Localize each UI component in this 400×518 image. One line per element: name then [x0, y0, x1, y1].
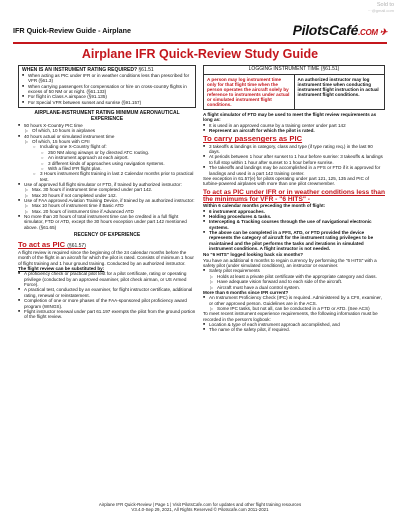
list-item: ○ 3 Hours instrument flight training in last 2 Calendar months prior to practical test.	[18, 171, 196, 182]
list-item: ■ No more than 20 hours of total instrument time can be credited in a full flight simulator, FTD or ATD, except the 30 hours exception under part 142 mentioned above. (§61.65)	[18, 214, 196, 230]
watermark-email: ···@gmail.com	[367, 8, 394, 13]
header-divider	[13, 42, 387, 44]
list-item: ■ For Special VFR between sunset and sunrise (§91.157)	[22, 100, 192, 105]
list-item: ■ It is used in an approved course by a training center under part 142	[203, 123, 385, 128]
right-column	[203, 65, 385, 333]
list-item: ■ A practical test, conducted by an examiner, for flight instructor certificate, additional rating, renewal or reinstatement.	[18, 287, 196, 298]
flight-review-paragraph: A flight review is required since the beginning of the 24 calendar months before the month of the flight in an aircraft for which the pilot is rated. Consists of minimum 1 hour of flight training and 1 hour ground training. Conducted by an authorized instructor.	[18, 250, 194, 266]
ipc-question: More than 6 months since IFR current?	[203, 289, 289, 295]
list-item: ■ The above can be completed in a FFS, ATD, or FTD provided the device represents the category of aircraft for the instrument rating privileges to be maintained and the pilot performs the tasks and iterations in simulated instrument conditions. A flight instructor is not needed.	[203, 230, 385, 251]
logging-instructor-text: An authorized instructor may log instrument time when conducting instrument flight instruction in actual instrument flight conditions.	[297, 76, 379, 98]
list-item: ■ Location & type of each instrument approach accomplished, and	[203, 322, 385, 327]
list-item: ■ Holding procedures & tasks.	[203, 214, 385, 219]
logbook-list	[203, 322, 385, 333]
list-item: ▷ Have adequate vision forward and to each side of the aircraft.	[203, 279, 385, 284]
rating-required-title: WHEN IS AN INSTRUMENT RATING REQUIRED? §61.51	[22, 66, 154, 73]
recency-title: RECENCY OF EXPERIENCE	[73, 231, 141, 238]
list-item: ■ At periods between 1 hour after sunset to 1 hour before sunrise: 3 takeoffs & landings to full stop within 1 hour after sunset to 1 hour before sunrise.	[203, 154, 385, 165]
airplane-icon: ✈	[379, 27, 387, 37]
ffs-intro: A flight simulator of FTD may be used to meet the flight review requirements as long as:	[203, 111, 377, 123]
logging-person-text: A person may log instrument time only for that flight time when the person operates the aircraft solely by reference to instruments under actual or simulated instrument flight conditions.	[204, 75, 295, 109]
logging-title: LOGGING INSTRUMENT TIME (§61.51)	[204, 66, 384, 75]
six-hits-list	[203, 209, 385, 252]
watermark-sold-to: Sold to	[376, 2, 394, 8]
list-item: ■ Use of approved full flight simulator or FTD, if trained by authorized instructor:	[18, 182, 196, 187]
carry-passengers-list	[203, 144, 385, 176]
list-item: ▷ Max 10 hours of instrument time if Basic ATD	[18, 203, 196, 208]
watermark	[368, 3, 394, 13]
list-item: ■ For flight in Class A airspace (§91.135)	[22, 94, 192, 99]
lapsed-paragraph: You have an additional 6 months to regain currency by performing the "6 HITS" with a safety pilot (under simulated conditions), an instructor or examiner.	[203, 257, 377, 269]
logo-suffix: .COM	[358, 28, 378, 37]
list-item: ○ 3 different kinds of approaches using navigation systems.	[18, 161, 196, 166]
list-item: ■ Use of FAA approved Aviation Training Device, if trained by an authorized instructor:	[18, 198, 196, 203]
ifr-currency-heading: To act as PIC under IFR or in weather conditions less than the minimums for VFR - "6 HITS" -	[203, 188, 385, 203]
list-item: ▷ Some IPC tasks, but not all, can be conducted in a FTD or ATD. (See ACS)	[203, 306, 385, 311]
list-item: ■ When carrying passengers for compensation or hire on cross-country flights in excess of 50 NM or at night. (§61.133)	[22, 84, 192, 95]
page-footer	[0, 502, 400, 513]
logging-instrument-time-box	[203, 65, 385, 110]
left-column	[18, 65, 196, 320]
footer-line-2: V3.4.0-Sep 29, 2021, All Rights Reserved © Pilotscafe.com 2011-2021	[131, 507, 269, 513]
list-item: ▷ Max. 30 hours if instrument time completed under part 142.	[18, 187, 196, 192]
list-item: ▷ Of which, 10 hours in airplanes	[18, 128, 196, 133]
list-item: ■ The takeoffs and landings may be accomplished in a FFS or FTD if it is approved for landings and used in a part 142 training center.	[203, 165, 385, 176]
list-item: ○ An instrument approach at each airport.	[18, 155, 196, 160]
list-item: ■ Safety pilot requirements	[203, 268, 385, 273]
list-item: ■ 3 takeoffs & landings in category, class and type (if type rating req.) in the last 90 days.	[203, 144, 385, 155]
substitute-list	[18, 271, 196, 319]
list-item: ■ 50 hours X-Country PIC time	[18, 123, 196, 128]
pilotscafe-logo[interactable]	[293, 22, 387, 38]
ipc-list	[203, 295, 385, 311]
rating-required-box	[18, 65, 196, 108]
list-item: ■ Completion of one or more phases of the FAA-sponsored pilot proficiency award program (WINGS).	[18, 298, 196, 309]
list-item: ▷ Max 20 hours if not completed under 142.	[18, 193, 196, 198]
ifr-currency-sub: Within 6 calendar months preceding the month of flight:	[203, 203, 326, 209]
list-item: ▷ Of which, 15 hours with CFII	[18, 139, 196, 144]
logbook-paragraph: To meet recent instrument experience requirements, the following information must be recorded in the person's logbook:	[203, 311, 378, 322]
safety-pilot-list	[203, 268, 385, 289]
list-item: ■ Represent an aircraft for which the pilot is rated.	[203, 128, 385, 133]
list-item: ■ Flight instructor renewal under part 61.197 exempts the pilot from the ground portion of the flight review.	[18, 309, 196, 320]
list-item: ■ The name of the safety pilot, if required.	[203, 327, 385, 332]
list-item: ○ With a filed IFR flight plan.	[18, 166, 196, 171]
list-item: ■ A proficiency check or practical pilot test for a pilot certificate, rating or operating privilege (conducted by an approved examiner, pilot check airman, or US Armed Force).	[18, 271, 196, 287]
logo-text: PilotsCafé	[292, 22, 359, 38]
exception-note: See exception in 61.57(e) for pilots operating under part 121, 125, 135 and PIC of turbine-powered airplanes with more than one pilot crewmember.	[203, 175, 369, 187]
footer-line-1: Airplane IFR Quick-Review | Page 1 | Visit PilotsCafe.com for updates and other flight training resources	[98, 502, 302, 507]
ffs-list	[203, 123, 385, 134]
list-item: ■ 6 instrument approaches.	[203, 209, 385, 214]
list-item: ▷ Aircraft must have a dual control system.	[203, 285, 385, 290]
list-item: ■ Intercepting & Tracking courses through the use of navigational electronic systems.	[203, 219, 385, 230]
list-item: ○ Including one X-Country flight of:	[18, 144, 196, 149]
aero-experience-title: AIRPLANE-INSTRUMENT RATING MINIMUM AERONAUTICAL EXPERIENCE	[34, 109, 180, 122]
list-item: ○ 250 NM along airways or by directed ATC routing.	[18, 150, 196, 155]
guide-name: IFR Quick-Review Guide - Airplane	[13, 25, 131, 35]
list-item: ■ 40 hours actual or simulated instrument time	[18, 134, 196, 139]
list-item: ■ When acting as PIC under IFR or in weather conditions less than prescribed for VFR (§61.3)	[22, 73, 192, 84]
list-item: ▷ Holds at least a private pilot certificate with the appropriate category and class.	[203, 274, 385, 279]
list-item: ■ An Instrument Proficiency Check (IPC) is required. Administered by a CFII, examiner, or other approved person. Guidelines are in the ACS.	[203, 295, 385, 306]
page-header	[13, 19, 387, 41]
substitute-heading: The flight review can be substituted by:	[18, 266, 105, 272]
rating-required-list	[22, 73, 192, 105]
aero-experience-list	[18, 123, 196, 230]
page-title: Airplane IFR Quick-Review Study Guide	[81, 47, 319, 61]
list-item: ▷ Max. 20 hours of instrument time if Advanced ATD	[18, 209, 196, 214]
act-as-pic-heading: To act as PIC (§61.57)	[18, 239, 86, 249]
lapsed-question: No "6 HITS" logged looking back six months?	[203, 252, 304, 258]
carry-passengers-heading: To carry passengers as PIC	[203, 134, 303, 144]
